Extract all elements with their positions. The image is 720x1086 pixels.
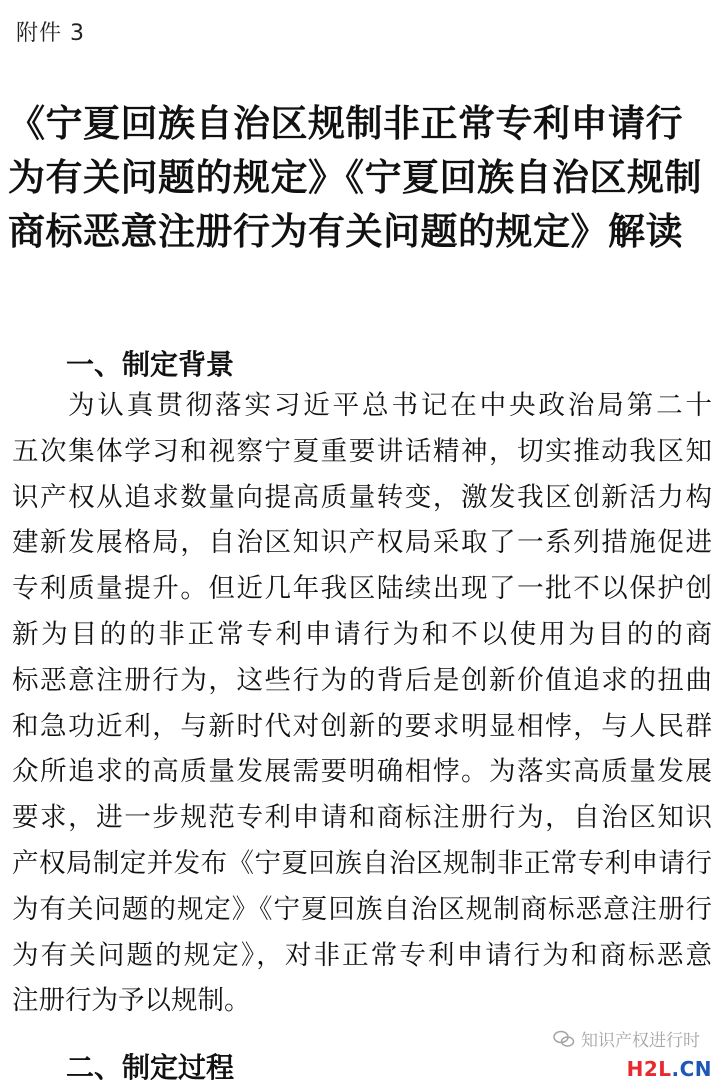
body-line: 为有关问题的规定》，对非正常专利申请行为和商标恶意 bbox=[12, 939, 712, 971]
section-heading-background: 一、制定背景 bbox=[66, 348, 235, 381]
title-line: 为有关问题的规定》《宁夏回族自治区规制 bbox=[8, 156, 702, 199]
attachment-label: 附件 3 bbox=[16, 21, 85, 46]
site-logo bbox=[627, 1057, 712, 1081]
document-title bbox=[8, 97, 712, 259]
body-line: 新为目的的非正常专利申请行为和不以使用为目的的商 bbox=[12, 618, 712, 650]
body-line: 标恶意注册行为，这些行为的背后是创新价值追求的扭曲 bbox=[12, 664, 712, 696]
body-line: 为有关问题的规定》《宁夏回族自治区规制商标恶意注册行 bbox=[12, 893, 712, 925]
body-line: 识产权从追求数量向提高质量转变，激发我区创新活力构 bbox=[12, 481, 712, 513]
title-line: 《宁夏回族自治区规制非正常专利申请行 bbox=[8, 102, 683, 145]
body-paragraph bbox=[12, 383, 712, 1024]
watermark-text: 知识产权进行时 bbox=[581, 1031, 700, 1051]
body-line: 为认真贯彻落实习近平总书记在中央政治局第二十 bbox=[68, 390, 712, 421]
wechat-icon bbox=[553, 1030, 575, 1048]
logo-text: H2L bbox=[626, 1057, 672, 1081]
wechat-watermark bbox=[553, 1026, 700, 1051]
body-line: 产权局制定并发布《宁夏回族自治区规制非正常专利申请行 bbox=[12, 847, 712, 879]
body-line: 五次集体学习和视察宁夏重要讲话精神，切实推动我区知 bbox=[12, 435, 712, 467]
logo-suffix: .CN bbox=[671, 1057, 712, 1081]
body-line: 要求，进一步规范专利申请和商标注册行为，自治区知识 bbox=[12, 802, 712, 834]
title-line: 商标恶意注册行为有关问题的规定》解读 bbox=[8, 210, 683, 253]
body-line: 注册行为予以规制。 bbox=[12, 985, 251, 1017]
body-line: 众所追求的高质量发展需要明确相悖。为落实高质量发展 bbox=[12, 756, 712, 788]
section-heading-process: 二、制定过程 bbox=[66, 1051, 235, 1084]
body-line: 建新发展格局，自治区知识产权局采取了一系列措施促进 bbox=[12, 527, 712, 559]
body-line: 和急功近利，与新时代对创新的要求明显相悖，与人民群 bbox=[12, 710, 712, 742]
body-line: 专利质量提升。但近几年我区陆续出现了一批不以保护创 bbox=[12, 573, 712, 605]
